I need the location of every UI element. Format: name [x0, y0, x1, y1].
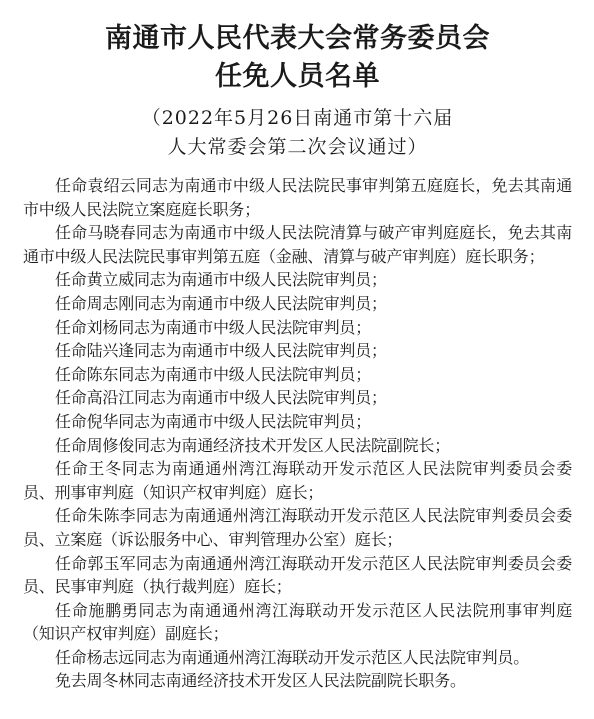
subtitle-line-2: 人大常委会第二次会议通过） [167, 136, 428, 158]
paragraph: 任命刘杨同志为南通市中级人民法院审判员； [55, 317, 372, 337]
paragraph: 任命马晓春同志为南通市中级人民法院清算与破产审判庭庭长，免去其南通市中级人民法院民事审判第五庭（金融、清算与破产审判庭）庭长职务； [23, 223, 572, 266]
paragraph: 任命杨志远同志为南通通州湾江海联动开发示范区人民法院审判员。 [55, 647, 530, 667]
title-line-1: 南通市人民代表大会常务委员会 [105, 23, 490, 54]
paragraph: 任命倪华同志为南通市中级人民法院审判员； [55, 411, 372, 431]
paragraph: 任命朱陈李同志为南通通州湾江海联动开发示范区人民法院审判委员会委员、立案庭（诉讼服务中心、审判管理办公室）庭长； [23, 506, 572, 549]
paragraph: 任命施鹏勇同志为南通通州湾江海联动开发示范区人民法院刑事审判庭（知识产权审判庭）副庭长； [23, 600, 572, 644]
paragraph: 任命王冬同志为南通通州湾江海联动开发示范区人民法院审判委员会委员、刑事审判庭（知识产权审判庭）庭长； [23, 459, 572, 502]
paragraph: 免去周冬林同志南通经济技术开发区人民法院副院长职务。 [55, 671, 466, 691]
subtitle-line-1: （2022年5月26日南通市第十六届 [141, 107, 454, 129]
title-line-2: 任免人员名单 [215, 61, 380, 92]
paragraph: 任命周修俊同志为南通经济技术开发区人民法院副院长； [55, 435, 451, 455]
paragraph: 任命陆兴逢同志为南通市中级人民法院审判员； [55, 341, 387, 361]
paragraph: 任命周志刚同志为南通市中级人民法院审判员； [55, 293, 387, 313]
document-title [23, 20, 572, 96]
paragraph: 任命郭玉军同志为南通通州湾江海联动开发示范区人民法院审判委员会委员、民事审判庭（执行裁判庭）庭长； [23, 553, 572, 597]
paragraph: 任命陈东同志为南通市中级人民法院审判员； [55, 364, 372, 384]
paragraph: 任命袁绍云同志为南通市中级人民法院民事审判第五庭庭长，免去其南通市中级人民法院立案庭庭长职务； [23, 176, 572, 219]
document-subtitle [23, 104, 572, 162]
paragraph: 任命黄立威同志为南通市中级人民法院审判员； [55, 270, 387, 290]
document-body [23, 174, 572, 693]
paragraph: 任命高沿江同志为南通市中级人民法院审判员； [55, 388, 387, 408]
